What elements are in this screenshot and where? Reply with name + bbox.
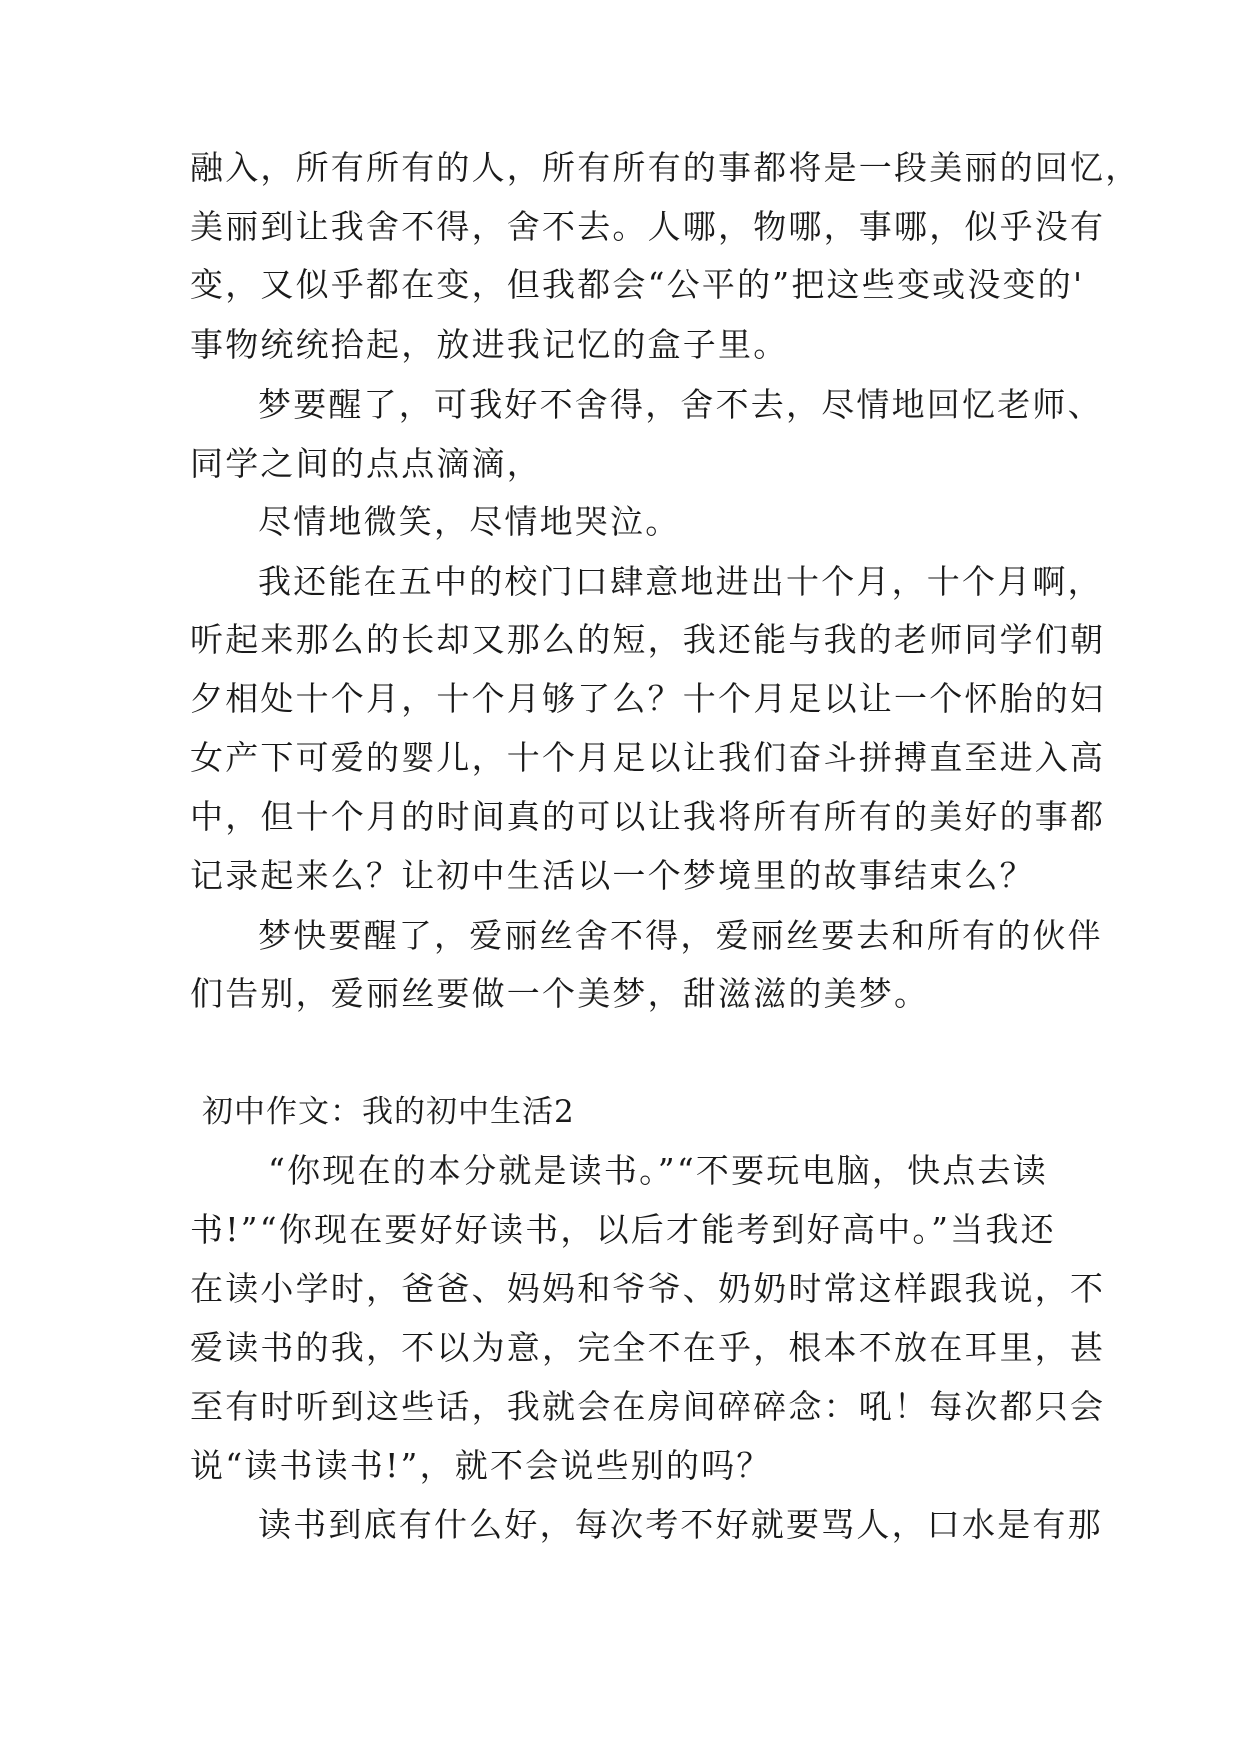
paragraph-start-line: 梦快要醒了，爱丽丝舍不得，爱丽丝要去和所有的伙伴 (258, 916, 1103, 955)
paragraph-start-line: 读书到底有什么好，每次考不好就要骂人，口水是有那 (258, 1505, 1103, 1544)
text-line: 女产下可爱的婴儿，十个月足以让我们奋斗拼搏直至进入高 (190, 738, 1106, 777)
paragraph-start-line: 我还能在五中的校门口肆意地进出十个月，十个月啊， (258, 562, 1103, 601)
text-line: 变，又似乎都在变，但我都会“公平的”把这些变或没变的' (190, 265, 1085, 304)
text-line: 融入，所有所有的人，所有所有的事都将是一段美丽的回忆， (190, 148, 1141, 187)
text-line: 在读小学时，爸爸、妈妈和爷爷、奶奶时常这样跟我说，不 (190, 1269, 1106, 1308)
text-line: 记录起来么？让初中生活以一个梦境里的故事结束么？ (190, 856, 1035, 895)
text-line: 夕相处十个月，十个月够了么？十个月足以让一个怀胎的妇 (190, 679, 1106, 718)
text-line: 书!”“你现在要好好读书，以后才能考到好高中。”当我还 (190, 1210, 1056, 1249)
text-line: 同学之间的点点滴滴， (190, 444, 542, 483)
text-line: 至有时听到这些话，我就会在房间碎碎念：吼！每次都只会 (190, 1387, 1106, 1426)
paragraph-start-line: 尽情地微笑，尽情地哭泣。 (258, 502, 681, 541)
text-line: 事物统统拾起，放进我记忆的盒子里。 (190, 325, 789, 364)
text-line: 们告别，爱丽丝要做一个美梦，甜滋滋的美梦。 (190, 974, 930, 1013)
text-line: 爱读书的我，不以为意，完全不在乎，根本不放在耳里，甚 (190, 1328, 1106, 1367)
text-line: 美丽到让我舍不得，舍不去。人哪，物哪，事哪，似乎没有 (190, 207, 1106, 246)
paragraph-start-line: “你现在的本分就是读书。”“不要玩电脑，快点去读 (268, 1151, 1048, 1190)
section-heading: 初中作文：我的初中生活2 (202, 1094, 575, 1130)
paragraph-start-line: 梦要醒了，可我好不舍得，舍不去，尽情地回忆老师、 (258, 385, 1103, 424)
text-line: 听起来那么的长却又那么的短，我还能与我的老师同学们朝 (190, 620, 1106, 659)
text-line: 说“读书读书!”，就不会说些别的吗？ (190, 1446, 772, 1485)
text-line: 中，但十个月的时间真的可以让我将所有所有的美好的事都 (190, 797, 1106, 836)
